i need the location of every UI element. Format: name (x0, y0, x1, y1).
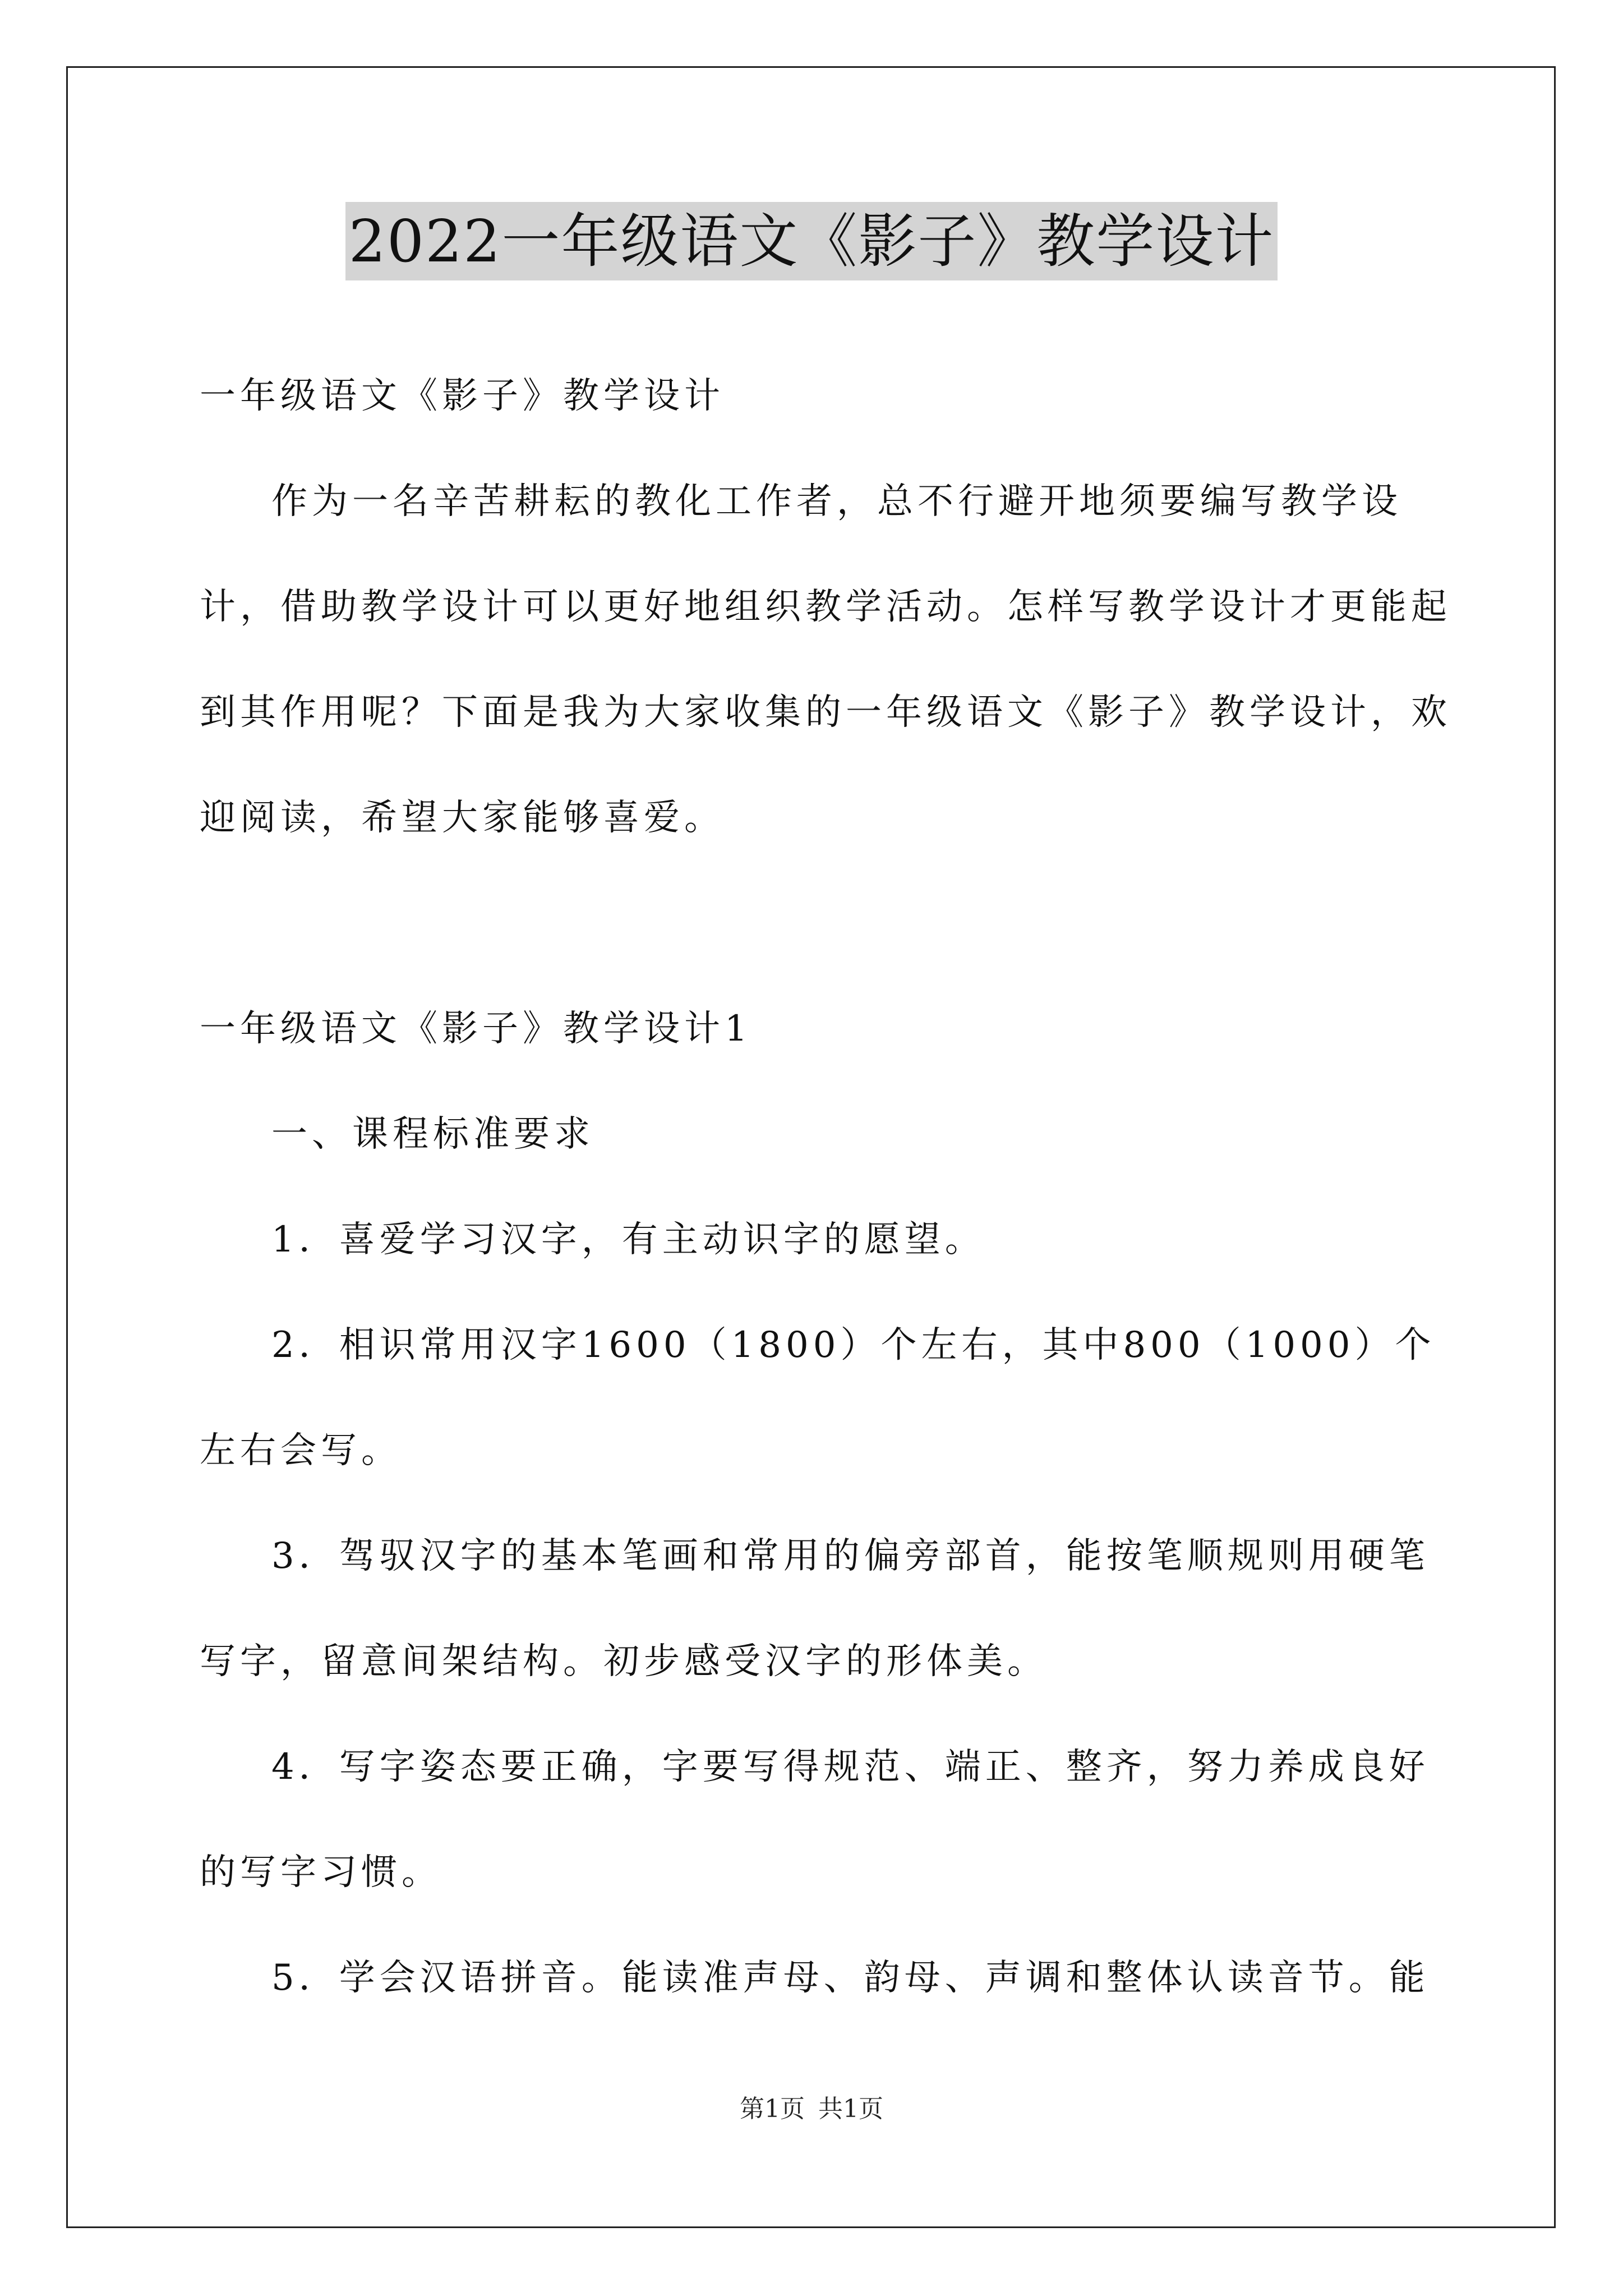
list-item: 5．学会汉语拼音。能读准声母、韵母、声调和整体认读音节。能 (271, 1957, 1430, 1999)
list-item: 4．写字姿态要正确，字要写得规范、端正、整齐，努力养成良好的写字习惯。 (200, 1746, 1430, 1893)
paragraph-gap (200, 871, 1467, 976)
document-body (200, 343, 1467, 2031)
title-container (0, 202, 1623, 280)
section-heading: 一年级语文《影子》教学设计1 (200, 1008, 752, 1050)
part-heading: 一、课程标准要求 (271, 1114, 594, 1155)
list-item: 1．喜爱学习汉字，有主动识字的愿望。 (271, 1219, 985, 1260)
list-item: 3．驾驭汉字的基本笔画和常用的偏旁部首，能按笔顺规则用硬笔写字，留意间架结构。初步感受汉字的形体美。 (200, 1535, 1430, 1682)
document-title: 2022一年级语文《影子》教学设计 (345, 202, 1278, 280)
page-total: 共1页 (818, 2095, 883, 2123)
intro-paragraph: 作为一名辛苦耕耘的教化工作者，总不行避开地须要编写教学设计，借助教学设计可以更好地组织教学活动。怎样写教学设计才更能起到其作用呢？下面是我为大家收集的一年级语文《影子》教学设计，欢迎阅读，希望大家能够喜爱。 (200, 481, 1451, 839)
list-item: 2．相识常用汉字1600（1800）个左右，其中800（1000）个左右会写。 (200, 1324, 1436, 1471)
page-footer (0, 2092, 1623, 2126)
page-number: 第1页 (740, 2095, 805, 2123)
document-subtitle: 一年级语文《影子》教学设计 (200, 375, 725, 417)
